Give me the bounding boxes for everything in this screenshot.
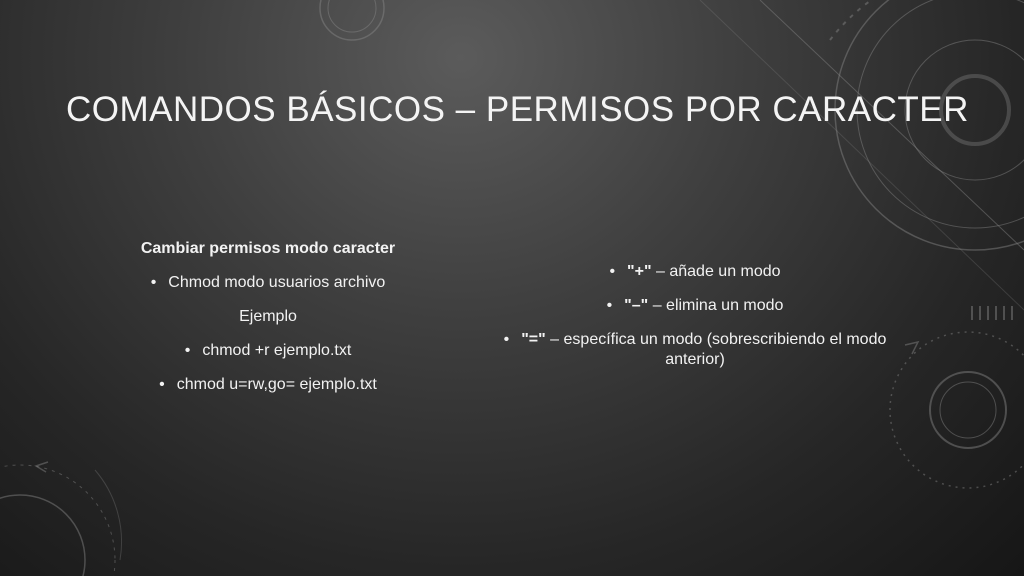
equals-symbol: "=" (521, 331, 546, 348)
deco-arrow-left (36, 462, 48, 472)
deco-arc-bottom-left (95, 470, 122, 560)
right-column (495, 262, 895, 384)
deco-ring-top-inner (328, 0, 376, 32)
left-bullet-2 (112, 341, 424, 361)
minus-description: – elimina un modo (648, 297, 784, 314)
deco-ring-right (890, 332, 1024, 488)
minus-symbol: "–" (624, 297, 649, 314)
left-bullet-1-text: Chmod modo usuarios archivo (168, 274, 386, 291)
example-label: Ejemplo (239, 308, 297, 325)
deco-ticks (972, 306, 1012, 320)
bullet-dot: • (609, 263, 616, 280)
left-column (112, 239, 424, 409)
left-bullet-1 (112, 273, 424, 293)
bullet-dot: • (150, 274, 157, 291)
bullet-dot: • (184, 342, 191, 359)
deco-arc-top (830, 0, 1024, 40)
deco-ring-top (320, 0, 384, 40)
deco-ring-bottom-left-2 (0, 465, 115, 576)
plus-symbol: "+" (627, 263, 652, 280)
left-heading: Cambiar permisos modo caracter (140, 240, 396, 257)
plus-description: – añade un modo (651, 263, 781, 280)
right-item-minus (495, 296, 895, 316)
equals-description: – específica un modo (sobrescribiendo el modo anterior) (545, 331, 887, 368)
slide-title: COMANDOS BÁSICOS – PERMISOS POR CARACTER (66, 90, 969, 129)
bullet-dot: • (503, 331, 510, 348)
deco-ring-right-2 (930, 372, 1006, 448)
deco-ring-right-3 (940, 382, 996, 438)
right-item-plus (495, 262, 895, 282)
bullet-dot: • (159, 376, 165, 393)
deco-ring-bottom-left (0, 495, 85, 576)
left-bullet-3 (112, 375, 424, 395)
bullet-dot: • (606, 297, 613, 314)
right-item-equals (495, 330, 895, 370)
left-bullet-3-text: chmod u=rw,go= ejemplo.txt (176, 376, 377, 393)
left-bullet-2-text: chmod +r ejemplo.txt (202, 342, 352, 359)
